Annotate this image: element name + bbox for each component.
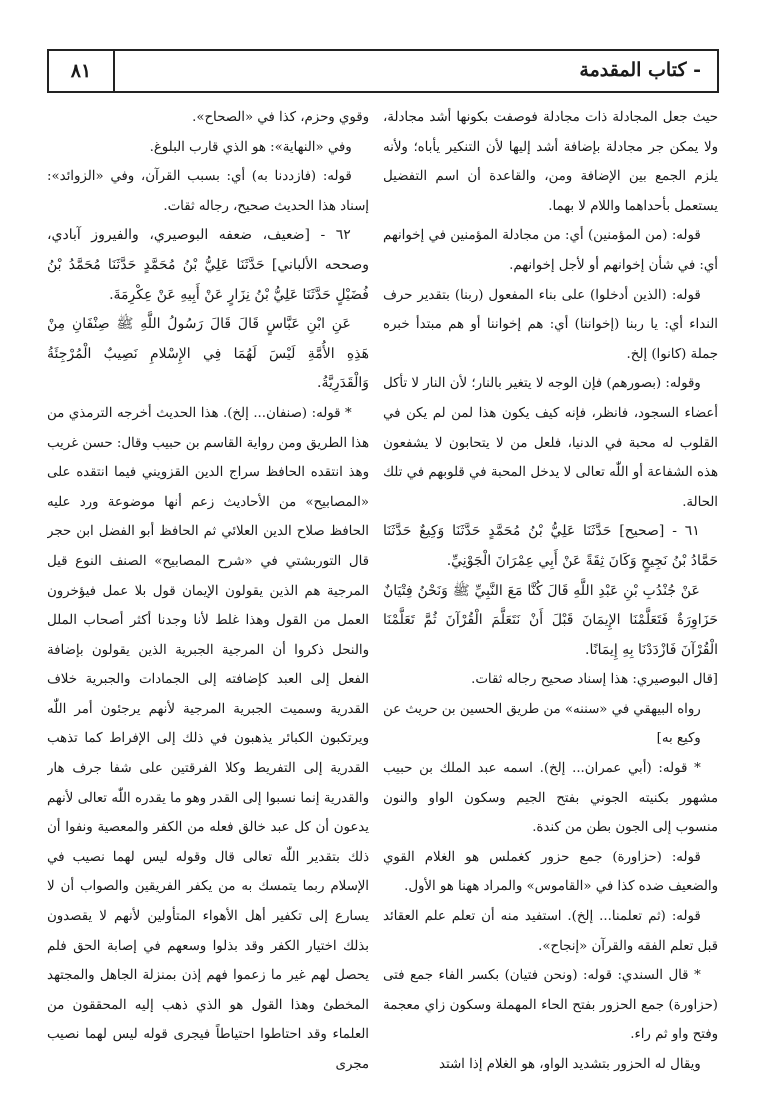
paragraph: رواه البيهقي في «سننه» من طريق الحسين بن حريث عن وكيع به] xyxy=(383,701,701,747)
paragraph: قوله: (فازددنا به) أي: بسبب القرآن، وفي «الزوائد»: إسناد هذا الحديث صحيح، رجاله ثقات. xyxy=(47,169,369,214)
paragraph: ٦٢ - [ضعيف، ضعفه البوصيري، والفيروز آبادي، وصححه الألباني] حَدَّثَنَا عَلِيُّ بْنُ مُحَمَّدٍ حَدَّثَنَا مُحَمَّدُ بْنُ فُضَيْلٍ حَدَّثَنَا عَلِيُّ بْنُ نِزَارٍ عَنْ أَبِيهِ عَنْ عِكْرِمَةَ. xyxy=(47,227,369,303)
paragraph: قوله: (حزاورة) جمع حزور كغملس هو الغلام القوي والضعيف ضده كذا في «القاموس» والمراد ههنا هو الأول. xyxy=(383,849,718,895)
right-text-column xyxy=(383,103,718,1103)
paragraph: حيث جعل المجادلة ذات مجادلة فوصفت بكونها أشد مجادلة، ولا يمكن جر مجادلة بإضافة أشد إليها لأن التنكير يأباه؛ ولأنه يلزم الجمع بين الإضافة ومن، والقاعدة أن اسم التفضيل يستعمل بأحداهما واللام لا بهما. xyxy=(383,110,718,214)
paragraph: * قوله: (صنفان... إلخ). هذا الحديث أخرجه الترمذي من هذا الطريق ومن رواية القاسم بن حبيب وقال: حسن غريب وهذ انتقده الحافظ سراج الدين القزويني فيما انتقده على «المصابيح» من الأحاديث زعم أنها موضوعة ورد عليه الحافظ صلاح الدين العلائي ثم الحافظ أبو الفضل ابن حجر قال التوربشتي في «شرح المصابيح» الصنف النوع قيل المرجية هم الذين يقولون الإيمان قول بلا عمل فيؤخرون العمل من القول وهذا غلط لأنا وجدنا أكثر أصحاب الملل والنحل ذكروا أن المرجية الجبرية الذين يقولون بإضافة الفعل إلى العبد كإضافته إلى الجمادات والجبرية خلاف القدرية وسميت الجبرية المرجية لأنهم يرجئون أمر اللّٰه ويرتكبون الكبائر يذهبون في ذلك إلى الإفراط كما تذهب القدرية إلى التفريط وكلا الفرقتين على شفا جرف هار والقدرية إنما نسبوا إلى القدر وهو ما يقدره اللّٰه تعالى لأنهم يدعون أن كل عبد خالق فعله من الكفر والمعصية ونفوا أن ذلك بتقدير اللّٰه تعالى قال وقوله ليس لهما نصيب في الإسلام ربما يتمسك به من يكفر الفريقين والصواب أن لا يسارع إلى تكفير أهل الأهواء المتأولين لأنهم لا يقصدون بذلك اختيار الكفر وقد بذلوا وسعهم في إصابة الحق فلم يحصل لهم غير ما زعموا فهم إذن بمنزلة الجاهل والمجتهد المخطئ وهذا القول هو الذي ذهب إليه المحققون من العلماء وقد احتاطوا احتياطاً فيجرى قوله ليس لهما نصيب مجرى xyxy=(47,405,369,1072)
paragraph: * قال السندي: قوله: (ونحن فتيان) بكسر الفاء جمع فتى (حزاورة) جمع الحزور بفتح الحاء المهملة وسكون زاي معجمة وفتح واو ثم راء. xyxy=(383,968,718,1043)
paragraph: وقوله: (بصورهم) فإن الوجه لا يتغير بالنار؛ لأن النار لا تأكل أعضاء السجود، فانظر، فإنه كيف يكون هذا لمن لم يكن في القلوب له محبة في الدنيا، فلعل من لا يتحابون لا يشفعون هذه الشفاعة أو اللّٰه تعالى لا يدخل المحبة في قلوبهم في تلك الحالة. xyxy=(383,376,718,510)
left-text-column xyxy=(47,103,369,1103)
paragraph: * قوله: (أبي عمران... إلخ). اسمه عبد الملك بن حبيب مشهور بكنيته الجوني بفتح الجيم وسكون الواو والنون منسوب إلى الجون بطن من كندة. xyxy=(383,761,718,836)
paragraph: ٦١ - [صحيح] حَدَّثَنَا عَلِيُّ بْنُ مُحَمَّدٍ حَدَّثَنَا وَكِيعٌ حَدَّثَنَا حَمَّادُ بْنُ نَجِيحٍ وَكَانَ ثِقَةً عَنْ أَبِي عِمْرَانَ الْجَوْنِيِّ. xyxy=(383,523,718,569)
running-header xyxy=(47,49,719,93)
page-number: ٨١ xyxy=(49,51,115,91)
paragraph: قوله: (ثم تعلمنا... إلخ). استفيد منه أن تعلم علم العقائد قبل تعلم الفقه والقرآن «إنجاح». xyxy=(383,909,718,954)
paragraph: عَنْ جُنْدُبِ بْنِ عَبْدِ اللَّهِ قَالَ كُنَّا مَعَ النَّبِيِّ ﷺ وَنَحْنُ فِتْيَانٌ حَزَاوِرَةٌ فَتَعَلَّمْنَا الإِيمَانَ قَبْلَ أَنْ نَتَعَلَّمَ الْقُرْآنَ ثُمَّ تَعَلَّمْنَا الْقُرْآنَ فَازْدَدْنَا بِهِ إِيمَانًا. xyxy=(383,582,718,658)
paragraph: ويقال له الحزور بتشديد الواو، هو الغلام إذا اشتد xyxy=(439,1057,701,1072)
paragraph: قوله: (الذين أدخلوا) على بناء المفعول (ربنا) بتقدير حرف النداء أي: يا ربنا (إخواننا) أي: هم إخواننا أو هم مبتدأ خبره جملة (كانوا) إلخ. xyxy=(383,287,718,362)
chapter-title: - كتاب المقدمة xyxy=(579,59,701,81)
paragraph: قوله: (من المؤمنين) أي: من مجادلة المؤمنين في إخوانهم أي: في شأن إخوانهم أو لأجل إخوانهم. xyxy=(383,228,718,273)
paragraph: عَنِ ابْنِ عَبَّاسٍ قَالَ قَالَ رَسُولُ اللَّهِ ﷺ صِنْفَانِ مِنْ هَذِهِ الأُمَّةِ لَيْسَ لَهُمَا فِي الإِسْلامِ نَصِيبٌ الْمُرْجِئَةُ وَالْقَدَرِيَّةُ. xyxy=(47,316,369,392)
paragraph: وفي «النهاية»: هو الذي قارب البلوغ. xyxy=(149,139,352,155)
paragraph: [قال البوصيري: هذا إسناد صحيح رجاله ثقات. xyxy=(471,672,718,688)
paragraph: وقوي وحزم، كذا في «الصحاح». xyxy=(192,110,369,125)
